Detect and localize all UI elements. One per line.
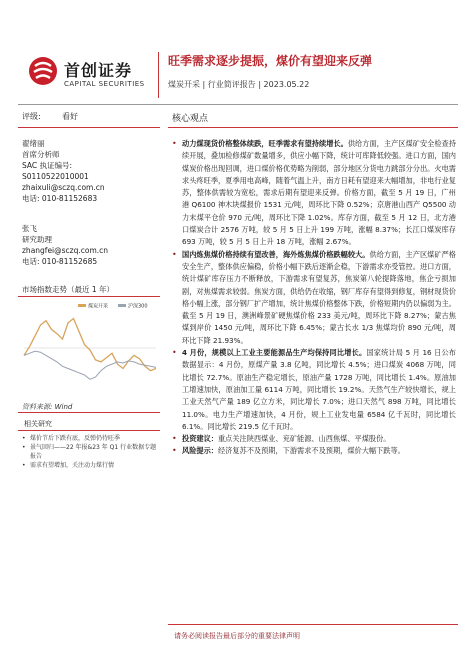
legend-label-coal: 煤炭开采 xyxy=(88,303,109,310)
analyst-card xyxy=(22,223,108,267)
paragraph-body: 国家统计局 5 月 16 日公布数据显示：4 月份，原煤产量 3.8 亿吨，同比增长 4.5%；进口煤炭 4068 万吨，同比增长 72.7%。原油生产稳定增长，原油产量 1728 万吨，同比增长 1.4%。原油加工增速加快，原油加工量 6114 万吨，同比增长 19.2%。天然气生产较快增长，规上工业天然气产量 189 亿立方米，同比增长 7.0%；进口天然气 898 万吨，同比增长 11.0%。电力生产增速加快，4 月份，规上工业发电量 6584 亿千瓦时，同比增长 6.1%。同比增长 219.5 亿千瓦时。 xyxy=(182,348,456,431)
paragraph-lead: 国内炼焦煤价格持续有望改善，海外炼焦煤价格跌幅较大。 xyxy=(182,249,370,259)
report-title: 旺季需求逐步提振，煤价有望迎来反弹 xyxy=(168,54,373,68)
header-rule xyxy=(18,104,458,105)
bullet-icon: • xyxy=(172,434,177,444)
related-title: 相关研究 xyxy=(24,420,52,428)
source-rule xyxy=(18,412,160,413)
bullet-icon: • xyxy=(22,462,26,469)
core-paragraph xyxy=(172,445,456,457)
series-line-hs300 xyxy=(24,351,156,379)
core-paragraph xyxy=(172,138,456,249)
analyst-name: 张飞 xyxy=(22,224,37,233)
paragraph-lead: 4 月份，规模以上工业主要能源品生产均保持同比增长。 xyxy=(182,348,367,358)
legend-swatch-hs300 xyxy=(118,304,126,307)
chart-title: 市场指数走势（最近 1 年） xyxy=(22,285,115,294)
analyst-sac-label: SAC 执证编号: xyxy=(22,161,73,170)
footer-rule xyxy=(168,624,458,625)
related-item[interactable] xyxy=(22,443,162,461)
core-body xyxy=(172,138,456,458)
related-item[interactable] xyxy=(22,461,162,470)
bullet-icon: • xyxy=(172,348,177,358)
chart-source: 资料来源: Wind xyxy=(22,403,73,411)
bullet-icon: • xyxy=(172,139,177,148)
paragraph-text xyxy=(182,433,390,445)
related-item[interactable] xyxy=(22,434,162,443)
chart-rule xyxy=(18,296,160,297)
analyst-card xyxy=(22,138,105,204)
chart-legend xyxy=(78,303,148,310)
paragraph-body: 经济复苏不及预期，下游需求不及预期，煤价大幅下跌等。 xyxy=(217,446,405,456)
paragraph-lead: 动力煤现货价格整体续跌，旺季需求有望持续增长。 xyxy=(182,139,348,148)
core-title: 核心观点 xyxy=(172,114,209,124)
core-paragraph xyxy=(172,433,456,445)
analyst-role: 研究助理 xyxy=(22,235,52,244)
paragraph-body: 供给方面，主产区煤矿严格安全生产，整体供应偏稳，价格小幅下跌后逐渐企稳，下游需求亦受管控。进口方面，统计煤矿库存压力不断释放，下游需求有望复苏，焦炭第八轮提降落地，焦企亏损加剧，对焦煤需求较弱。焦炭方面，供给仍在收缩，钢厂库存有望得到修复，钢材现货价格小幅上涨，部分钢厂扩产增加，统计焦煤价格整体下跌，价格短期内仍以偏弱为主。截至 5 月 19 日，澳洲峰景矿硬焦煤价格 233 美元/吨，周环比下降 8.27%；蒙古焦煤到岸价 1450 元/吨，周环比下降 6.45%；蒙古长水 1/3 焦煤均价 890 元/吨，周环比下降 21.93%。 xyxy=(182,249,456,345)
rating-label: 评级: xyxy=(22,112,41,121)
analyst-phone: 电话: 010-81152685 xyxy=(22,257,98,266)
index-trend-chart xyxy=(18,298,160,392)
analyst-email[interactable]: zhangfei@sczq.com.cn xyxy=(22,246,109,255)
analyst-phone: 电话: 010-81152683 xyxy=(22,194,98,203)
header-divider xyxy=(158,52,159,98)
brand-logo-icon xyxy=(28,56,58,86)
paragraph-text xyxy=(182,445,405,457)
legend-swatch-coal xyxy=(78,304,86,307)
analyst-role: 首席分析师 xyxy=(22,150,60,159)
paragraph-text xyxy=(182,347,456,433)
related-item-text: 需求有望增加，关注动力煤行情 xyxy=(30,462,115,469)
brand-name: 首创证券 xyxy=(64,61,133,80)
related-item-text: 景气回归——22 年报&23 年 Q1 行业数据专题报告 xyxy=(30,444,157,460)
legend-label-hs300: 沪深300 xyxy=(128,303,148,310)
chart-series xyxy=(24,319,156,380)
rating-rule xyxy=(18,127,160,128)
paragraph-lead: 投资建议： xyxy=(182,434,218,444)
report-meta: 煤炭开采 | 行业简评报告 | 2023.05.22 xyxy=(168,80,310,89)
related-item-text: 煤价节后下跌有底，反弹仍待旺季 xyxy=(30,435,121,442)
brand-name-en: CAPITAL SECURITIES xyxy=(64,80,145,88)
core-rule xyxy=(168,127,458,128)
core-paragraph xyxy=(172,249,456,347)
analyst-email[interactable]: zhaixuli@sczq.com.cn xyxy=(22,183,105,192)
core-paragraph xyxy=(172,347,456,433)
footer-disclaimer: 请务必阅读报告最后部分的重要法律声明 xyxy=(174,632,300,640)
bullet-icon: • xyxy=(172,446,177,456)
paragraph-lead: 风险提示： xyxy=(182,446,218,456)
analyst-name: 翟绪丽 xyxy=(22,139,45,148)
bullet-icon: • xyxy=(22,444,26,451)
related-rule xyxy=(18,430,160,431)
paragraph-body: 供给方面，主产区煤矿安全检查持续开展，叠加检修煤矿数量增多，供应小幅下降，统计可库降低较强。进口方面，国内煤炭价格出现回调，进口煤价格优势略为削弱，部分地区分货电力跳部分分出。火电需求头疼旺季，夏季用电高峰，随着气温上升，南方日耗有望迎来大幅增加，非电行业复苏，整体供需较为宽松，需求后期有望迎来反弹。价格方面，截至 5 月 19 日，广州港 Q6100 神木块煤报价 1531 元/吨，周环比下降 0.52%；京唐港山西产 Q5500 动力末煤平仓价 970 元/吨，周环比下降 1.02%。库存方面，截至 5 月 12 日，北方港口煤炭合计 2576 万吨，较 5 月 5 日上升 199 万吨，涨幅 8.37%；长江口煤炭库存 693 万吨，较 5 月 5 日上升 18 万吨，涨幅 2.67%。 xyxy=(182,139,456,247)
paragraph-text xyxy=(182,249,456,347)
analyst-sac-number: S0110522010001 xyxy=(22,172,89,181)
rating-value: 看好 xyxy=(62,112,78,121)
paragraph-text xyxy=(182,138,456,249)
paragraph-body: 重点关注陕西煤业、兖矿能源、山西焦煤、平煤股份。 xyxy=(217,434,391,444)
related-list xyxy=(22,434,162,470)
bullet-icon: • xyxy=(22,435,26,442)
bullet-icon: • xyxy=(172,249,177,259)
